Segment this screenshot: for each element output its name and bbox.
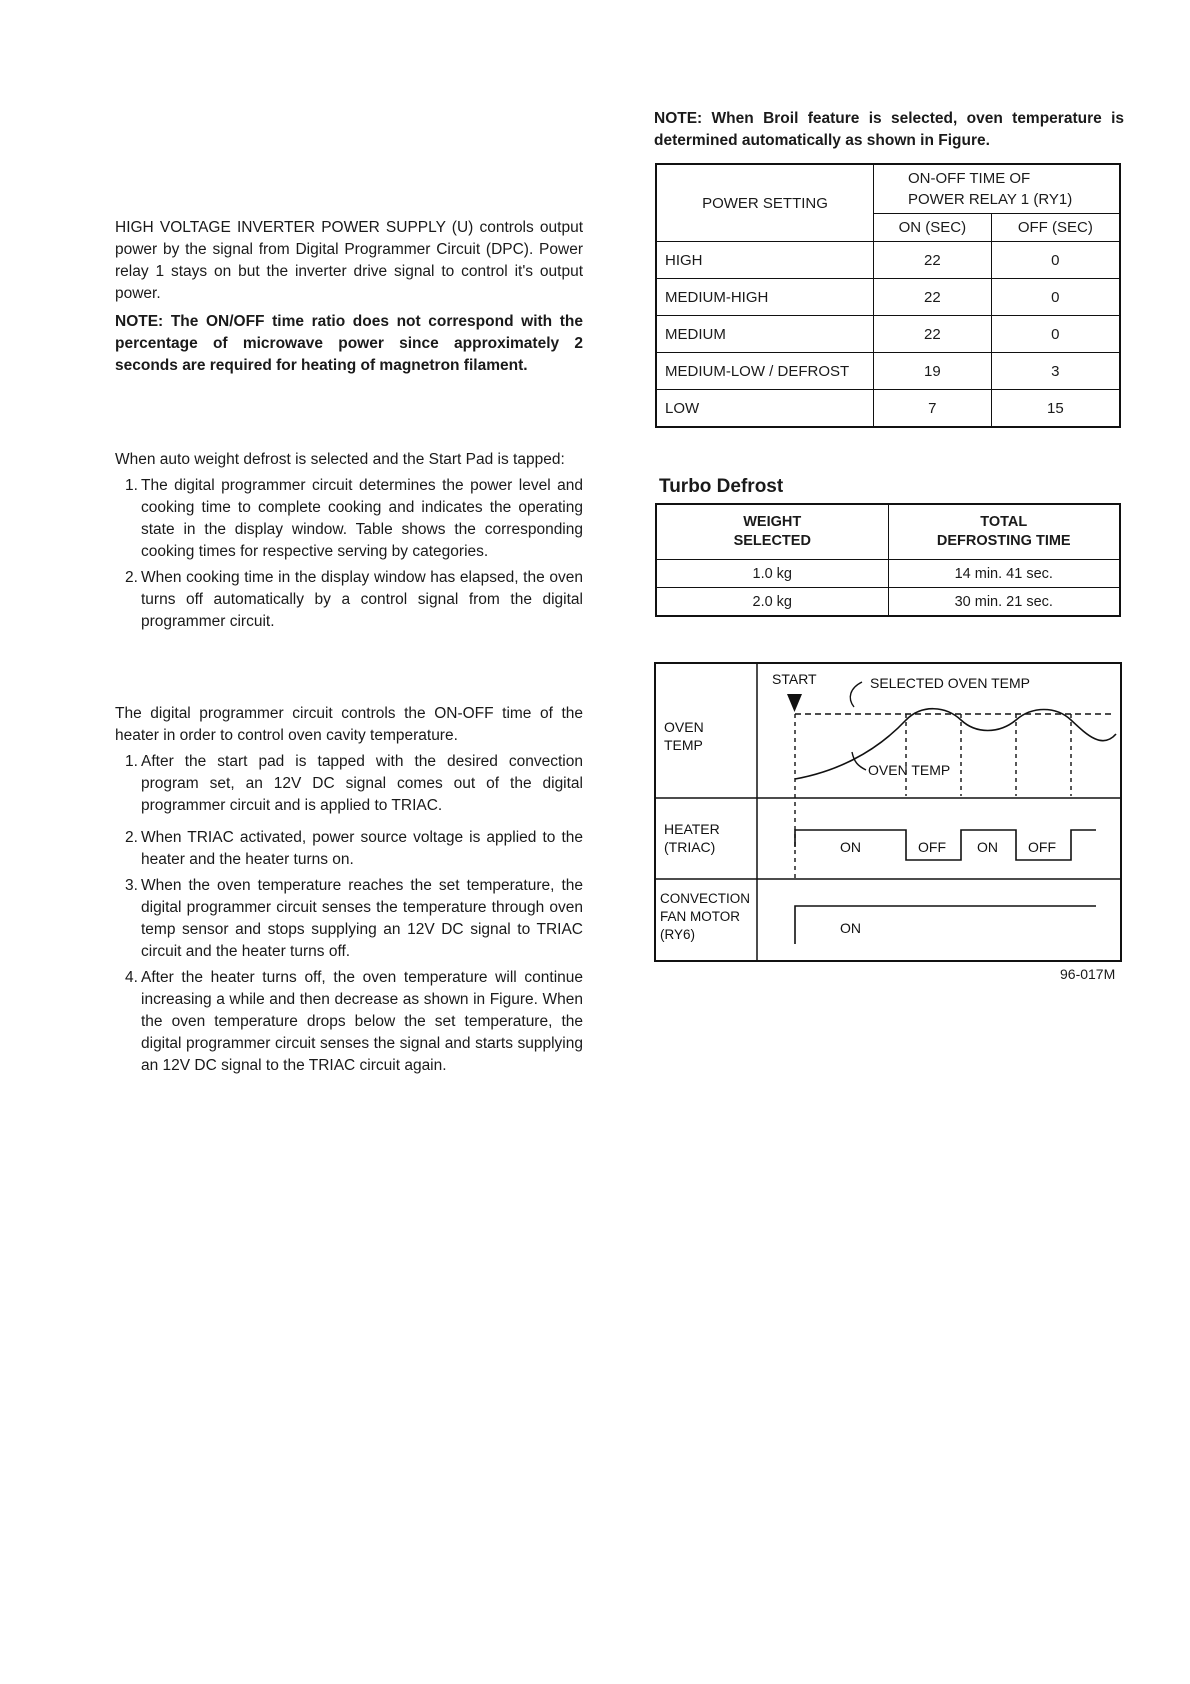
heater-intro: The digital programmer circuit controls the ON-OFF time of the heater in order to control oven cavity temperature. xyxy=(115,705,583,744)
right-column xyxy=(654,108,1124,152)
start-label: START xyxy=(772,671,817,687)
start-arrow-icon xyxy=(787,694,802,712)
header-power-setting: POWER SETTING xyxy=(656,164,874,242)
header-relay: ON-OFF TIME OF POWER RELAY 1 (RY1) xyxy=(874,164,1121,214)
heater-off-label: OFF xyxy=(1028,839,1056,855)
selected-temp-leader xyxy=(850,682,862,707)
table-row: LOW 7 15 xyxy=(656,390,1120,428)
selected-temp-label: SELECTED OVEN TEMP xyxy=(870,675,1031,691)
onoff-note: NOTE: The ON/OFF time ratio does not correspond with the percentage of microwave power since approximately 2 seconds are required for heating of magnetron filament. xyxy=(115,313,583,374)
turbo-defrost-title: Turbo Defrost xyxy=(659,476,784,497)
defrost-steps xyxy=(115,475,583,633)
defrost-intro: When auto weight defrost is selected and the Start Pad is tapped: xyxy=(115,451,565,468)
heater-on-label: ON xyxy=(977,839,998,855)
list-item: 2. When cooking time in the display window has elapsed, the oven turns off automatically by a control signal from the digital programmer circuit. xyxy=(125,569,583,630)
heater-off-label: OFF xyxy=(918,839,946,855)
list-item: 4. After the heater turns off, the oven temperature will continue increasing a while and then decrease as shown in Figure. When the oven temperature drops below the set temperature, the digital programmer circuit senses the signal and starts supplying an 12V DC signal to the TRIAC circuit again. xyxy=(125,969,583,1074)
table-row: 2.0 kg 30 min. 21 sec. xyxy=(656,588,1120,617)
header-defrost-time: TOTAL DEFROSTING TIME xyxy=(888,504,1120,560)
list-item: 3. When the oven temperature reaches the set temperature, the digital programmer circuit senses the temperature through oven temp sensor and stops supplying an 12V DC signal to TRIAC circuit and the heater turns off. xyxy=(125,877,583,960)
list-item: 1. The digital programmer circuit determines the power level and cooking time to complete cooking and indicates the operating state in the display window. Table shows the corresponding cooking times for respective serving by categories. xyxy=(125,477,583,560)
header-off: OFF (SEC) xyxy=(991,214,1120,242)
row-label-fan: CONVECTION xyxy=(660,891,751,906)
list-item: 2. When TRIAC activated, power source voltage is applied to the heater and the heater turns on. xyxy=(125,829,583,868)
row-label-oven: TEMP xyxy=(664,737,703,753)
table-row: MEDIUM-HIGH 22 0 xyxy=(656,279,1120,316)
row-label-fan: FAN MOTOR xyxy=(660,909,741,924)
heater-steps xyxy=(115,751,583,1077)
row-label-heater: HEATER xyxy=(664,821,720,837)
list-item: 1. After the start pad is tapped with the desired convection program set, an 12V DC signal comes out of the digital programmer circuit and is applied to TRIAC. xyxy=(125,753,583,814)
table-row: HIGH 22 0 xyxy=(656,242,1120,279)
oven-temp-label: OVEN TEMP xyxy=(868,762,951,778)
inverter-paragraph: HIGH VOLTAGE INVERTER POWER SUPPLY (U) controls output power by the signal from Digital Programmer Circuit (DPC). Power relay 1 stays on but the inverter drive signal to control it's output power. xyxy=(115,219,583,302)
row-label-oven: OVEN xyxy=(664,719,704,735)
table-row: MEDIUM-LOW / DEFROST 19 3 xyxy=(656,353,1120,390)
header-weight: WEIGHT SELECTED xyxy=(656,504,888,560)
left-column xyxy=(115,217,583,1081)
turbo-defrost-table xyxy=(655,503,1121,617)
row-label-heater: (TRIAC) xyxy=(664,839,716,855)
power-setting-table xyxy=(655,163,1121,428)
row-label-fan: (RY6) xyxy=(660,927,696,942)
header-on: ON (SEC) xyxy=(874,214,992,242)
broil-note: NOTE: When Broil feature is selected, oven temperature is determined automatically as shown in Figure. xyxy=(654,110,1124,149)
oven-temp-curve xyxy=(795,709,1116,779)
heater-timing-diagram xyxy=(654,662,1124,964)
heater-on-label: ON xyxy=(840,839,861,855)
fan-on-label: ON xyxy=(840,920,861,936)
table-row: MEDIUM 22 0 xyxy=(656,316,1120,353)
figure-code: 96-017M xyxy=(1060,966,1116,982)
table-row: 1.0 kg 14 min. 41 sec. xyxy=(656,560,1120,588)
